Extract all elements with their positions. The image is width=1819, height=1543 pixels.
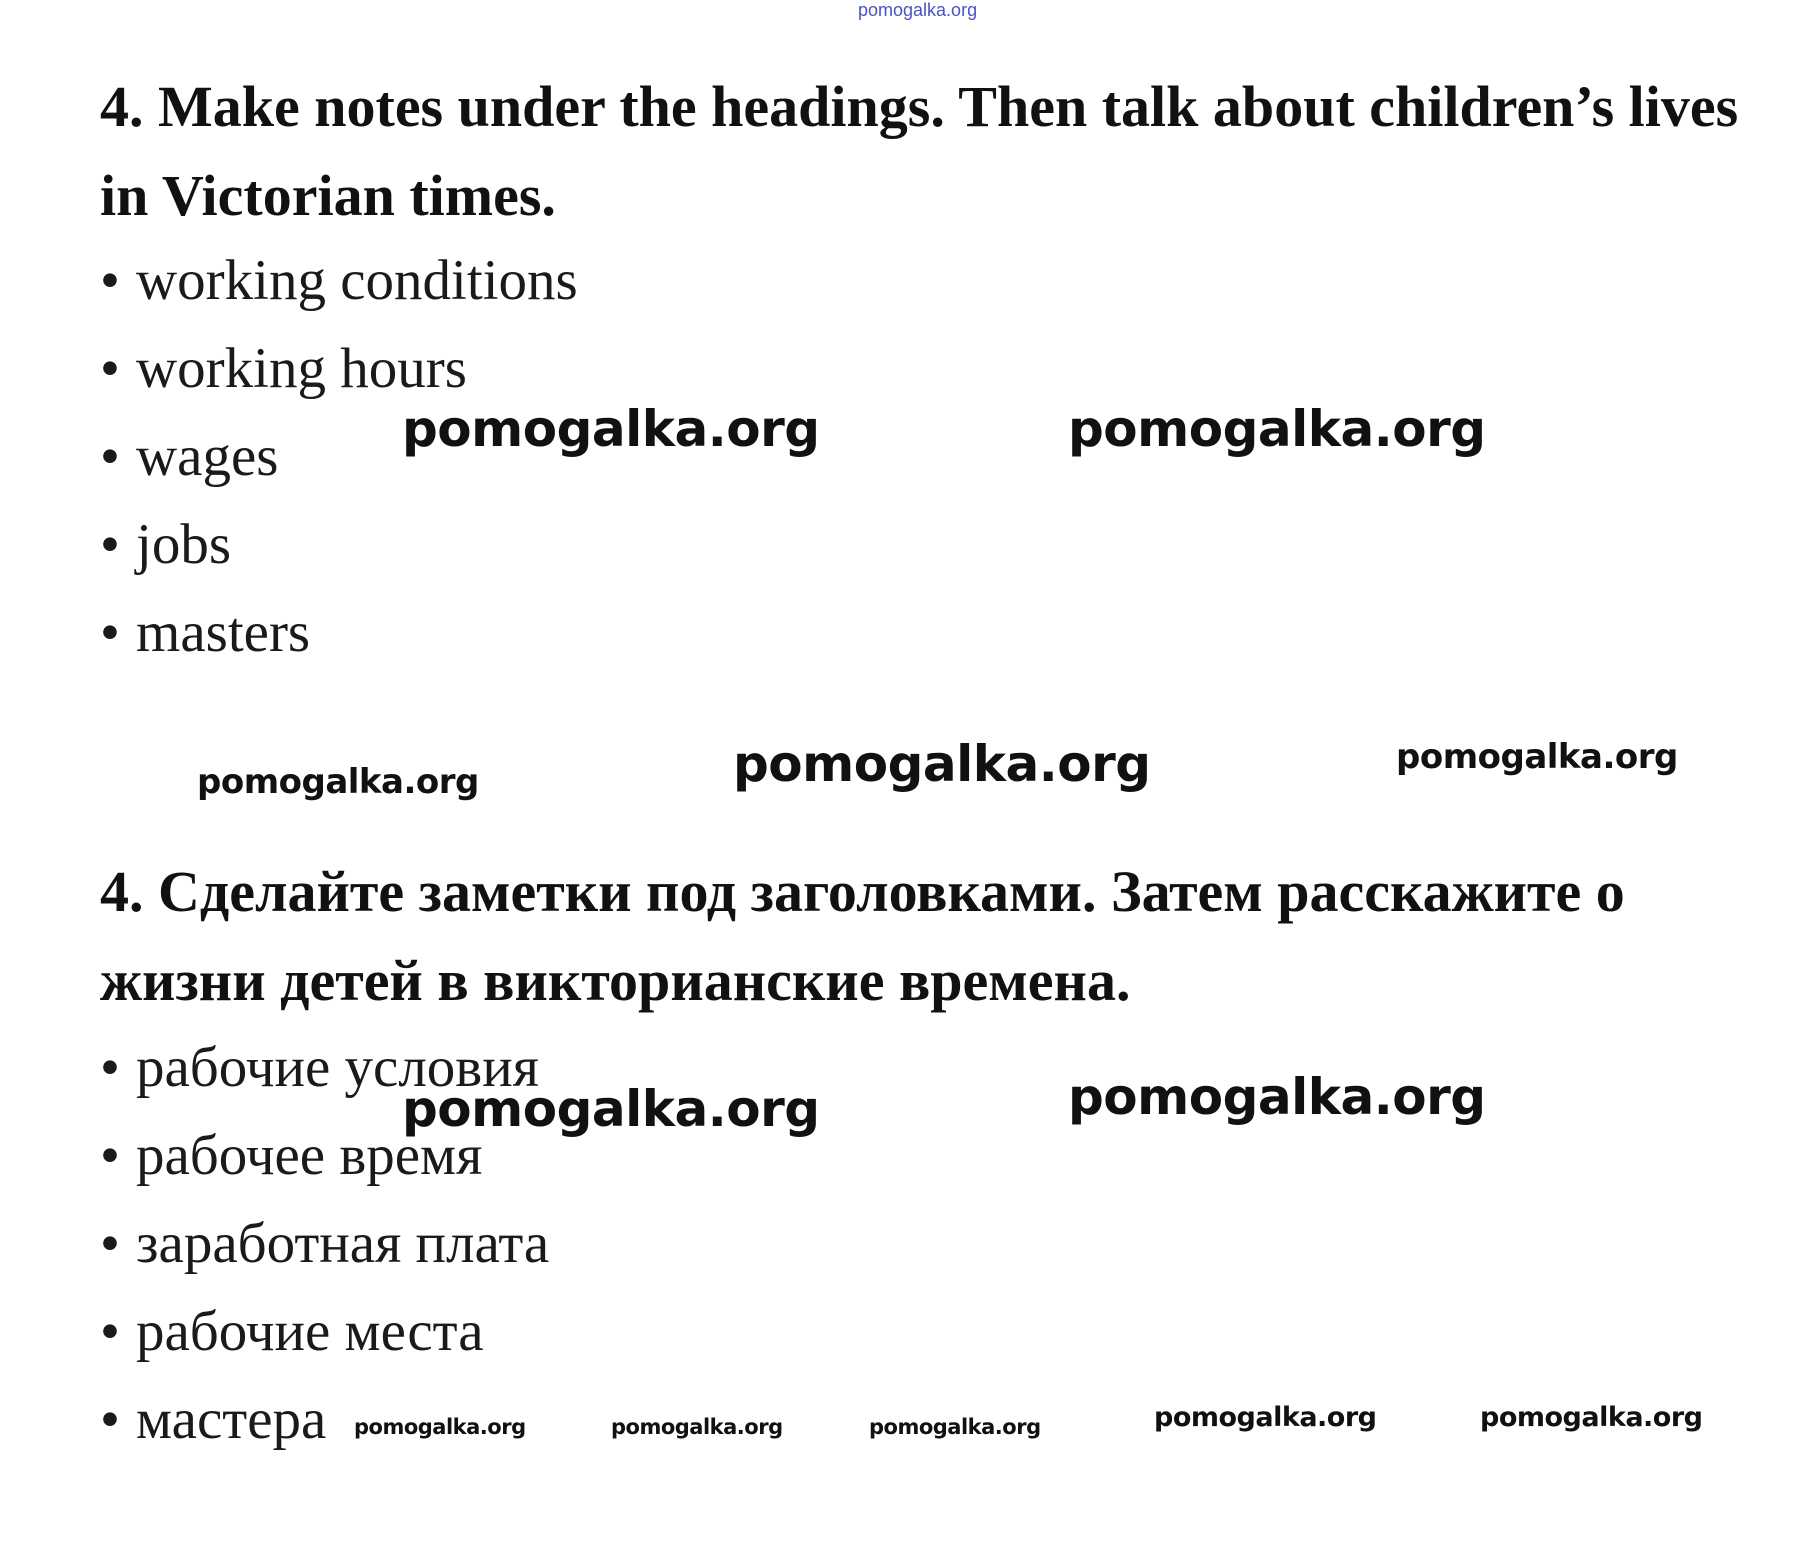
watermark: pomogalka.org <box>1068 1068 1486 1126</box>
watermark: pomogalka.org <box>402 1080 820 1138</box>
list-item-label: рабочие места <box>136 1300 484 1363</box>
exercise-heading-russian: 4. Сделайте заметки под заголовками. Затем расскажите о жизни детей в викторианские времена. <box>100 859 1625 1013</box>
list-item <box>100 1200 549 1288</box>
watermark: pomogalka.org <box>869 1415 1041 1439</box>
watermark: pomogalka.org <box>611 1415 783 1439</box>
list-item <box>100 1288 549 1376</box>
list-item-label: working hours <box>136 337 467 400</box>
bullet-icon: • <box>100 1124 120 1187</box>
bullet-icon: • <box>100 1212 120 1275</box>
watermark: pomogalka.org <box>1068 400 1486 458</box>
bullet-icon: • <box>100 249 120 312</box>
watermark: pomogalka.org <box>402 400 820 458</box>
watermark: pomogalka.org <box>1480 1402 1703 1433</box>
bullet-icon: • <box>100 601 120 664</box>
list-item-label: masters <box>136 601 311 664</box>
watermark: pomogalka.org <box>1154 1402 1377 1433</box>
list-item-label: working conditions <box>136 249 578 312</box>
list-item-label: мастера <box>136 1388 327 1451</box>
bullet-icon: • <box>100 1300 120 1363</box>
bullet-icon: • <box>100 513 120 576</box>
header-watermark: pomogalka.org <box>858 0 978 20</box>
exercise-heading-english: 4. Make notes under the headings. Then talk about children’s lives in Victorian times. <box>100 74 1739 228</box>
bullet-icon: • <box>100 1388 120 1451</box>
watermark: pomogalka.org <box>354 1415 526 1439</box>
watermark: pomogalka.org <box>197 762 479 802</box>
watermark: pomogalka.org <box>1396 737 1678 777</box>
list-item-label: wages <box>136 425 279 488</box>
bullet-icon: • <box>100 337 120 400</box>
list-item-label: рабочие условия <box>136 1036 539 1099</box>
watermark: pomogalka.org <box>733 735 1151 793</box>
list-item <box>100 237 578 325</box>
list-item <box>100 501 578 589</box>
bullet-icon: • <box>100 1036 120 1099</box>
list-item-label: jobs <box>136 513 232 576</box>
list-item-label: рабочее время <box>136 1124 483 1187</box>
bullet-icon: • <box>100 425 120 488</box>
list-item-label: заработная плата <box>136 1212 550 1275</box>
list-item <box>100 589 578 677</box>
